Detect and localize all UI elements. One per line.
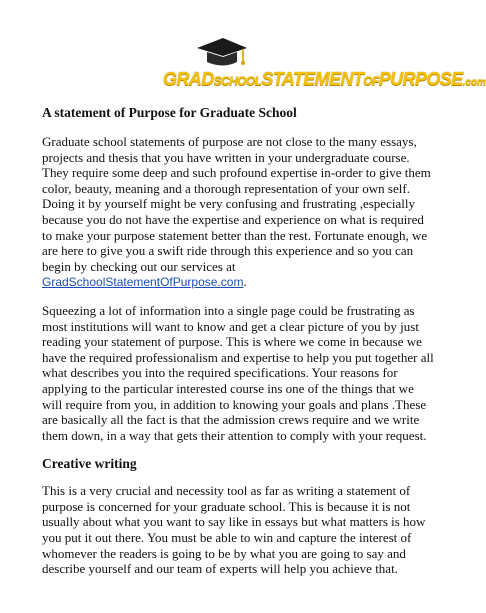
paragraph-creative-writing: This is a very crucial and necessity tool as far as writing a statement of purpose is concerned for your graduate school. This is because it is not usually about what you want to say like in essays but what matters is how you put it out there. You must be able to win and capture the interest of whomever the readers is going to be by what you are going to say and describe yourself and our team of experts will help you achieve that. [42, 483, 426, 577]
section-heading-creative-writing: Creative writing [42, 456, 137, 472]
paragraph-squeezing: Squeezing a lot of information into a single page could be frustrating as most institutions will want to know and get a clear picture of you by just reading your statement of purpose. This is where we come in because we have the required professionalism and expertise to help you put together all what describes you into the required specifications. Your reasons for applying to the particular interested course ins one of the things that we will require from you, in addition to knowing your goals and plans .These are basically all the fact is that the admission crews require and we write them down, in a way that gets their attention to comply with your request. [42, 302, 434, 443]
logo-wordmark: GRADSCHOOLSTATEMENTOFPURPOSE.com [163, 69, 486, 89]
website-link[interactable]: GradSchoolStatementOfPurpose.com [42, 275, 244, 290]
paragraph-intro: Graduate school statements of purpose are not close to the many essays, projects and thesis that you have written in your undergraduate course. They require some deep and such profound expertise in-order to give them color, beauty, meaning and a thorough representation of your own self. Doing it by yourself might be very confusing and frustrating ,especially because you do not have the expertise and experience on what is required to make your purpose statement better than the rest. Fortunate enough, we are here to give you a swift ride through this experience and so you can begin by checking out our services at GradSchoolStatementOfPurpose.com. [42, 134, 431, 290]
graduation-cap-icon [193, 36, 249, 70]
site-logo[interactable] [163, 36, 486, 92]
document-title: A statement of Purpose for Graduate School [42, 105, 297, 120]
document-body [42, 104, 437, 589]
